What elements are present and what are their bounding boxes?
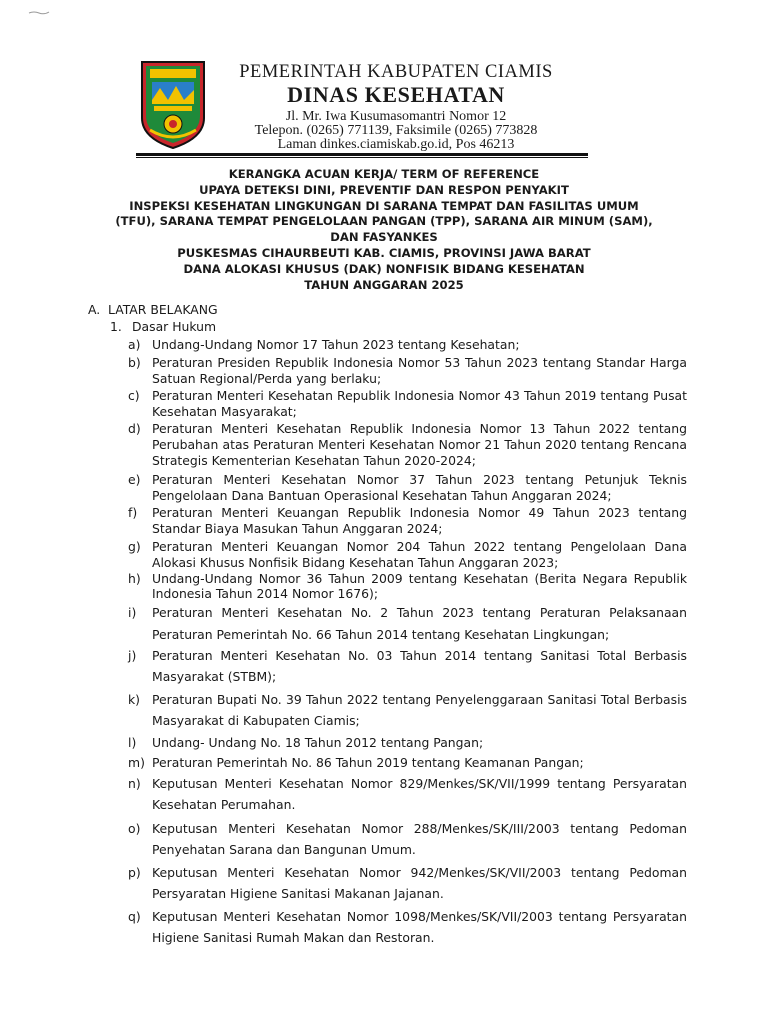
item-text: Peraturan Menteri Keuangan Republik Indonesia Nomor 49 Tahun 2023 tentang xyxy=(152,505,687,520)
letterhead-rule-thick xyxy=(136,153,588,156)
item-text: Strategis Kementerian Kesehatan Tahun 2020-2024; xyxy=(152,453,476,468)
scan-mark xyxy=(28,10,50,15)
title-line: UPAYA DETEKSI DINI, PREVENTIF DAN RESPON PENYAKIT xyxy=(199,182,569,197)
item-text: Undang-Undang Nomor 36 Tahun 2009 tentang Kesehatan (Berita Negara Republik xyxy=(152,571,687,586)
agency-name: DINAS KESEHATAN xyxy=(287,82,505,107)
subsection-label: 1. xyxy=(110,319,122,334)
section-title: LATAR BELAKANG xyxy=(108,302,218,317)
item-text: Penyehatan Sarana dan Bangunan Umum. xyxy=(152,842,416,857)
item-text: Indonesia Tahun 2014 Nomor 1676); xyxy=(152,586,379,601)
ciamis-regency-logo-icon xyxy=(138,58,208,150)
item-label: e) xyxy=(128,472,141,487)
item-label: n) xyxy=(128,776,141,791)
item-text: Pengelolaan Dana Bantuan Operasional Kesehatan Tahun Anggaran 2024; xyxy=(152,488,612,503)
item-label: p) xyxy=(128,865,141,880)
item-text: Keputusan Menteri Kesehatan Nomor 1098/Menkes/SK/VII/2003 tentang Persyaratan xyxy=(152,909,687,924)
title-line: INSPEKSI KESEHATAN LINGKUNGAN DI SARANA TEMPAT DAN FASILITAS UMUM xyxy=(129,198,639,213)
title-line: PUSKESMAS CIHAURBEUTI KAB. CIAMIS, PROVINSI JAWA BARAT xyxy=(177,245,591,260)
item-text: Peraturan Presiden Republik Indonesia Nomor 53 Tahun 2023 tentang Standar Harga xyxy=(152,355,687,370)
item-text: Persyaratan Higiene Sanitasi Makanan Jajanan. xyxy=(152,886,444,901)
item-text: Undang-Undang Nomor 17 Tahun 2023 tentang Kesehatan; xyxy=(152,337,520,352)
logo-banner xyxy=(150,69,196,78)
section-label: A. xyxy=(88,302,101,317)
item-text: Peraturan Pemerintah No. 86 Tahun 2019 tentang Keamanan Pangan; xyxy=(152,755,584,770)
title-line: TAHUN ANGGARAN 2025 xyxy=(304,277,464,292)
title-line: DANA ALOKASI KHUSUS (DAK) NONFISIK BIDANG KESEHATAN xyxy=(183,261,585,276)
government-name: PEMERINTAH KABUPATEN CIAMIS xyxy=(239,62,553,82)
title-line: KERANGKA ACUAN KERJA/ TERM OF REFERENCE xyxy=(228,167,540,181)
item-text: Keputusan Menteri Kesehatan Nomor 288/Menkes/SK/III/2003 tentang Pedoman xyxy=(152,821,687,836)
item-text: Masyarakat di Kabupaten Ciamis; xyxy=(152,713,360,728)
item-text: Peraturan Menteri Kesehatan Republik Indonesia Nomor 43 Tahun 2019 tentang Pusat xyxy=(152,388,687,403)
item-text: Peraturan Menteri Kesehatan Nomor 37 Tahun 2023 tentang Petunjuk Teknis xyxy=(152,472,687,487)
item-label: d) xyxy=(128,421,141,436)
item-text: Masyarakat (STBM); xyxy=(152,669,277,684)
item-text: Alokasi Khusus Nonfisik Bidang Kesehatan Tahun Anggaran 2023; xyxy=(152,555,559,570)
address-line: Jl. Mr. Iwa Kusumasomantri Nomor 12 xyxy=(285,109,507,124)
item-text: Keputusan Menteri Kesehatan Nomor 942/Menkes/SK/VII/2003 tentang Pedoman xyxy=(152,865,687,880)
item-text: Keputusan Menteri Kesehatan Nomor 829/Menkes/SK/VII/1999 tentang Persyaratan xyxy=(152,776,687,791)
website-line: Laman dinkes.ciamiskab.go.id, Pos 46213 xyxy=(277,137,515,152)
item-label: o) xyxy=(128,821,141,836)
item-label: a) xyxy=(128,337,141,352)
item-label: b) xyxy=(128,355,141,370)
item-label: c) xyxy=(128,388,140,403)
item-label: i) xyxy=(128,605,137,620)
item-text: Peraturan Pemerintah No. 66 Tahun 2014 tentang Kesehatan Lingkungan; xyxy=(152,627,610,642)
item-label: k) xyxy=(128,692,141,707)
item-text: Peraturan Menteri Kesehatan No. 2 Tahun 2023 tentang Peraturan Pelaksanaan xyxy=(152,605,687,620)
item-text: Kesehatan Perumahan. xyxy=(152,797,296,812)
item-text: Peraturan Menteri Kesehatan Republik Indonesia Nomor 13 Tahun 2022 tentang xyxy=(152,421,687,436)
item-label: g) xyxy=(128,539,141,554)
item-label: q) xyxy=(128,909,141,924)
item-label: f) xyxy=(128,505,138,520)
letterhead-rule-thin xyxy=(136,157,588,158)
item-text: Undang- Undang No. 18 Tahun 2012 tentang Pangan; xyxy=(152,735,484,750)
item-label: m) xyxy=(128,755,145,770)
item-label: j) xyxy=(128,648,137,663)
item-text: Kesehatan Masyarakat; xyxy=(152,404,297,419)
subsection-title: Dasar Hukum xyxy=(132,319,217,334)
item-label: l) xyxy=(128,735,137,750)
item-text: Standar Biaya Masukan Tahun Anggaran 2024; xyxy=(152,521,443,536)
item-text: Peraturan Menteri Kesehatan No. 03 Tahun 2014 tentang Sanitasi Total Berbasis xyxy=(152,648,687,663)
title-line: DAN FASYANKES xyxy=(330,230,438,245)
phone-line: Telepon. (0265) 771139, Faksimile (0265) 773828 xyxy=(254,123,538,138)
item-label: h) xyxy=(128,571,141,586)
item-text: Peraturan Bupati No. 39 Tahun 2022 tentang Penyelenggaraan Sanitasi Total Berbasis xyxy=(152,692,687,707)
title-line: (TFU), SARANA TEMPAT PENGELOLAAN PANGAN (TPP), SARANA AIR MINUM (SAM), xyxy=(115,214,653,229)
document-title xyxy=(70,167,698,293)
item-text: Perubahan atas Peraturan Menteri Kesehatan Nomor 21 Tahun 2020 tentang Rencana xyxy=(152,437,687,452)
item-text: Peraturan Menteri Keuangan Nomor 204 Tahun 2022 tentang Pengelolaan Dana xyxy=(152,539,687,554)
item-text: Higiene Sanitasi Rumah Makan dan Restoran. xyxy=(152,930,435,945)
item-text: Satuan Regional/Perda yang berlaku; xyxy=(152,371,382,386)
